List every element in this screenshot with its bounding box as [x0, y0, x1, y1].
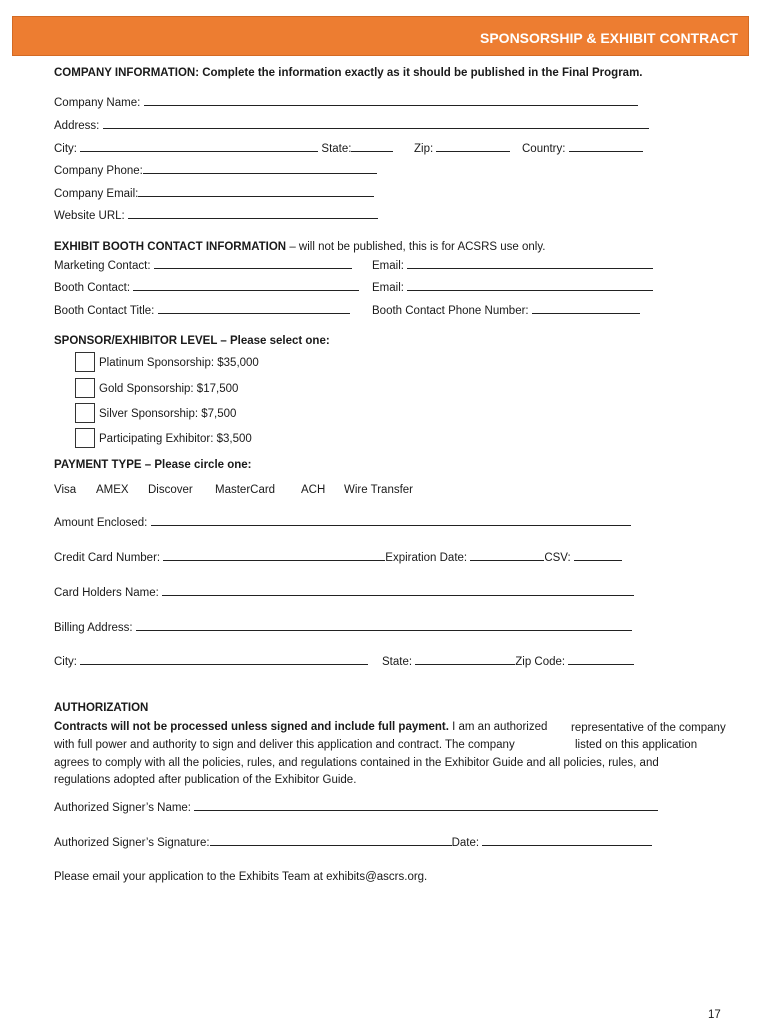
zip-field[interactable]	[436, 141, 510, 152]
card-number-label: Credit Card Number:	[54, 552, 161, 564]
billing-state-zip-row	[382, 654, 634, 669]
booth-note: – will not be published, this is for ACSRS use only.	[286, 241, 546, 253]
company-email-row	[54, 186, 374, 201]
billing-state-field[interactable]	[415, 654, 515, 665]
card-number-field[interactable]	[163, 550, 385, 561]
participating-checkbox[interactable]	[75, 428, 95, 448]
card-number-row	[54, 550, 622, 565]
booth-email-row	[372, 280, 653, 295]
website-label: Website URL:	[54, 210, 125, 222]
company-email-label: Company Email:	[54, 188, 139, 200]
signature-date-label: Date:	[451, 837, 480, 849]
company-email-field[interactable]	[138, 186, 374, 197]
page-number: 17	[708, 1009, 721, 1021]
authorization-line-4: regulations adopted after publication of the Exhibitor Guide.	[54, 774, 357, 786]
signature-date-field[interactable]	[482, 835, 652, 846]
authorization-line1-rest: I am an authorized	[448, 721, 548, 733]
billing-zip-field[interactable]	[568, 654, 634, 665]
company-heading: COMPANY INFORMATION	[54, 67, 196, 79]
silver-option-label: Silver Sponsorship: $7,500	[99, 408, 237, 420]
company-phone-label: Company Phone:	[54, 165, 143, 177]
email-note: Please email your application to the Exhibits Team at exhibits@ascrs.org.	[54, 871, 428, 883]
amount-row	[54, 515, 631, 530]
marketing-email-label: Email:	[372, 260, 404, 272]
payment-heading: PAYMENT TYPE – Please circle one:	[54, 459, 252, 471]
header-bar	[12, 16, 749, 56]
company-name-row	[54, 95, 638, 110]
authorization-line1-tail: representative of the company	[571, 722, 726, 734]
csv-label: CSV:	[544, 552, 571, 564]
company-name-field[interactable]	[144, 95, 638, 106]
authorization-bold-sentence: Contracts will not be processed unless signed and include full payment.	[54, 721, 449, 733]
company-phone-row	[54, 163, 377, 178]
company-name-label: Company Name:	[54, 97, 141, 109]
booth-contact-label: Booth Contact:	[54, 282, 131, 294]
authorization-heading: AUTHORIZATION	[54, 702, 149, 714]
booth-title-field[interactable]	[158, 303, 350, 314]
company-section-heading	[54, 66, 643, 80]
state-field[interactable]	[351, 141, 393, 152]
booth-section-heading	[54, 240, 545, 254]
city-field[interactable]	[80, 141, 318, 152]
card-holder-field[interactable]	[162, 585, 634, 596]
address-label: Address:	[54, 120, 100, 132]
marketing-contact-field[interactable]	[154, 258, 352, 269]
signer-signature-field[interactable]	[210, 835, 452, 846]
booth-email-field[interactable]	[407, 280, 653, 291]
signer-name-field[interactable]	[194, 800, 658, 811]
gold-checkbox[interactable]	[75, 378, 95, 398]
website-row	[54, 208, 378, 223]
payment-type-wire-transfer[interactable]: Wire Transfer	[344, 484, 414, 496]
signer-name-label: Authorized Signer’s Name:	[54, 802, 192, 814]
card-holder-label: Card Holders Name:	[54, 587, 159, 599]
country-row	[522, 141, 643, 156]
billing-city-row	[54, 654, 368, 669]
booth-phone-field[interactable]	[532, 303, 640, 314]
signer-signature-row	[54, 835, 652, 850]
payment-type-ach[interactable]: ACH	[301, 484, 326, 496]
authorization-line-1	[54, 719, 547, 737]
gold-option-label: Gold Sponsorship: $17,500	[99, 383, 239, 395]
marketing-contact-row	[54, 258, 352, 273]
state-label: State:	[321, 143, 352, 155]
authorization-line-2b: listed on this application	[575, 739, 698, 751]
city-label: City:	[54, 143, 77, 155]
payment-type-visa[interactable]: Visa	[54, 484, 77, 496]
csv-field[interactable]	[574, 550, 622, 561]
website-field[interactable]	[128, 208, 378, 219]
billing-city-field[interactable]	[80, 654, 368, 665]
authorization-line-2a: with full power and authority to sign and deliver this application and contract. The company	[54, 739, 515, 751]
page-title: SPONSORSHIP & EXHIBIT CONTRACT	[480, 30, 738, 46]
authorization-line-3: agrees to comply with all the policies, rules, and regulations contained in the Exhibitor Guide and all policies, rules, and	[54, 757, 659, 769]
city-state-row	[54, 141, 393, 156]
expiration-label: Expiration Date:	[385, 552, 468, 564]
billing-address-label: Billing Address:	[54, 622, 133, 634]
company-phone-field[interactable]	[143, 163, 377, 174]
address-row	[54, 118, 649, 133]
platinum-checkbox[interactable]	[75, 352, 95, 372]
billing-city-label: City:	[54, 656, 77, 668]
marketing-email-field[interactable]	[407, 258, 653, 269]
payment-type-mastercard[interactable]: MasterCard	[215, 484, 276, 496]
participating-option-label: Participating Exhibitor: $3,500	[99, 433, 252, 445]
booth-contact-row	[54, 280, 359, 295]
booth-phone-label: Booth Contact Phone Number:	[372, 305, 529, 317]
booth-title-row	[54, 303, 350, 318]
platinum-option-label: Platinum Sponsorship: $35,000	[99, 357, 259, 369]
zip-label: Zip:	[414, 143, 434, 155]
signer-signature-label: Authorized Signer’s Signature:	[54, 837, 210, 849]
level-heading: SPONSOR/EXHIBITOR LEVEL – Please select one:	[54, 335, 330, 347]
booth-title-label: Booth Contact Title:	[54, 305, 155, 317]
payment-type-amex[interactable]: AMEX	[96, 484, 129, 496]
booth-contact-field[interactable]	[133, 280, 359, 291]
amount-label: Amount Enclosed:	[54, 517, 148, 529]
zip-row	[414, 141, 510, 156]
booth-phone-row	[372, 303, 640, 318]
silver-checkbox[interactable]	[75, 403, 95, 423]
billing-address-field[interactable]	[136, 620, 632, 631]
expiration-field[interactable]	[470, 550, 544, 561]
signer-name-row	[54, 800, 658, 815]
billing-address-row	[54, 620, 632, 635]
marketing-contact-label: Marketing Contact:	[54, 260, 151, 272]
billing-zip-label: Zip Code:	[515, 656, 566, 668]
amount-field[interactable]	[151, 515, 631, 526]
booth-email-label: Email:	[372, 282, 404, 294]
payment-type-discover[interactable]: Discover	[148, 484, 193, 496]
company-instruction: : Complete the information exactly as it should be published in the Final Program.	[195, 67, 643, 79]
marketing-email-row	[372, 258, 653, 273]
booth-heading: EXHIBIT BOOTH CONTACT INFORMATION	[54, 241, 287, 253]
address-field[interactable]	[103, 118, 649, 129]
country-field[interactable]	[569, 141, 643, 152]
country-label: Country:	[522, 143, 566, 155]
card-holder-row	[54, 585, 634, 600]
billing-state-label: State:	[382, 656, 413, 668]
